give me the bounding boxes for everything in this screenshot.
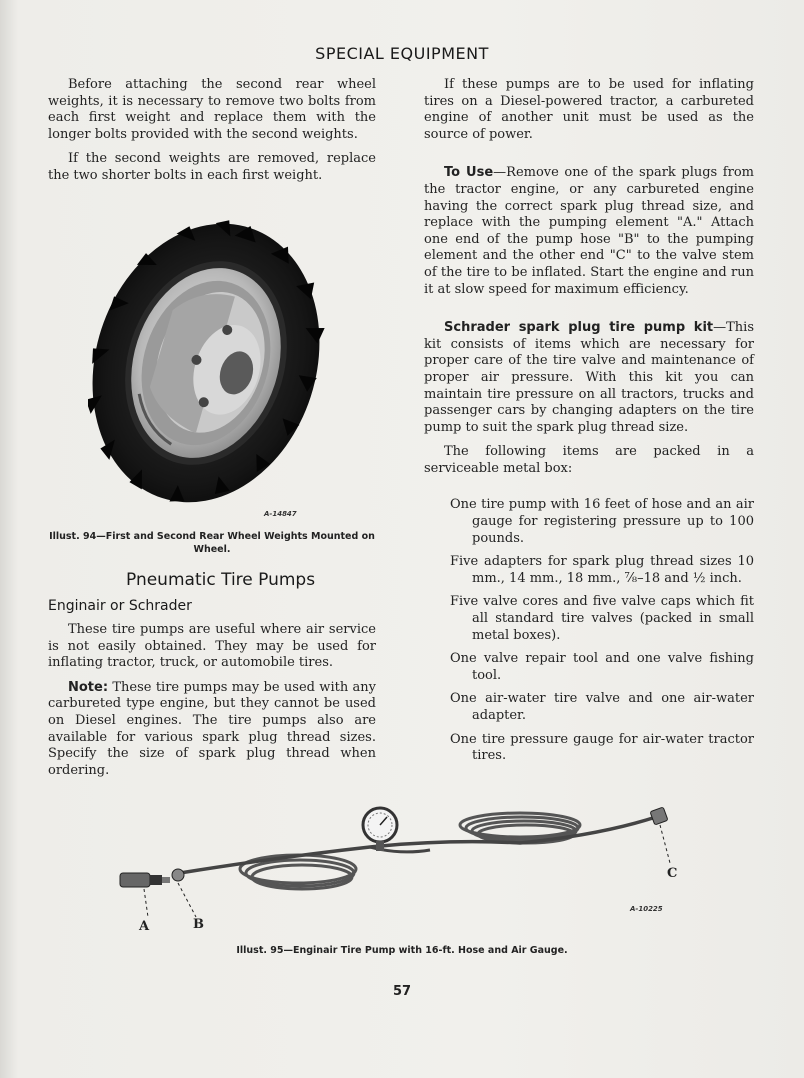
label-c: C: [667, 866, 678, 881]
paragraph: These tire pumps are useful where air service is not easily obtained. They may be used for inflating tractor, truck, or automobile tires.: [48, 622, 376, 671]
figure-id: A-14847: [264, 510, 297, 518]
to-use-paragraph: [424, 165, 754, 298]
kit-paragraph: [424, 320, 754, 436]
kit-text: —This kit consists of items which are necessary for proper care of the tire valve and maintenance of proper air pressure. With this kit you can maintain tire pressure on all tractors, trucks and passenger cars by changing adapters on the tire pump to suit the spark plug thread size.: [424, 320, 754, 435]
to-use-label: To Use: [444, 165, 494, 181]
paragraph: The following items are packed in a serviceable metal box:: [424, 444, 754, 476]
page-number: 57: [392, 984, 412, 999]
list-item: One valve repair tool and one valve fishing tool.: [450, 651, 754, 683]
paragraph: Before attaching the second rear wheel weights, it is necessary to remove two bolts from each first weight and replace them with the longer bolts provided with the second weights.: [48, 77, 376, 142]
figure-caption: Illust. 94—First and Second Rear Wheel Weights Mounted on Wheel.: [49, 531, 375, 555]
section-title: Pneumatic Tire Pumps: [126, 570, 316, 590]
list-item: Five adapters for spark plug thread sizes 10 mm., 14 mm., 18 mm., ⅞–18 and ½ inch.: [450, 554, 754, 586]
list-item: One tire pump with 16 feet of hose and an air gauge for registering pressure up to 100 pounds.: [450, 497, 754, 546]
figure-id: A-10225: [630, 905, 663, 913]
tire-pump-illustration: [100, 795, 700, 935]
note-paragraph: [48, 680, 376, 780]
tire-pump-image: [100, 795, 700, 935]
paragraph: If the second weights are removed, replace the two shorter bolts in each first weight.: [48, 151, 376, 183]
left-column-intro: [48, 77, 376, 193]
list-item: Five valve cores and five valve caps which fit all standard tire valves (packed in small metal boxes).: [450, 594, 754, 643]
label-a: A: [139, 919, 150, 934]
section-subtitle: Enginair or Schrader: [48, 598, 192, 614]
note-text: These tire pumps may be used with any carbureted type engine, but they cannot be used on Diesel engines. The tire pumps also are available for various spark plug thread sizes. Specify the size of spark plug thread when ordering.: [48, 679, 376, 778]
kit-label: Schrader spark plug tire pump kit: [444, 320, 714, 336]
label-b: B: [193, 917, 204, 932]
list-item: One air-water tire valve and one air-water adapter.: [450, 691, 754, 723]
tractor-wheel-image: [88, 213, 328, 523]
paragraph: If these pumps are to be used for inflating tires on a Diesel-powered tractor, a carbureted engine of another unit must be used as the source of power.: [424, 77, 754, 142]
note-label: Note:: [68, 679, 109, 695]
wheel-weights-illustration: [88, 213, 328, 523]
page-header: SPECIAL EQUIPMENT: [315, 44, 489, 63]
kit-item-list: [424, 497, 754, 764]
figure-caption: Illust. 95—Enginair Tire Pump with 16-ft. Hose and Air Gauge.: [236, 945, 568, 956]
to-use-text: —Remove one of the spark plugs from the tractor engine, or any carbureted engine having the correct spark plug thread size, and replace with the pumping element "A." Attach one end of the pump hose "B" to the pumping element and the other end "C" to the valve stem of the tire to be inflated. Start the engine and run it at slow speed for maximum efficiency.: [424, 165, 754, 297]
left-column-section: [48, 622, 376, 787]
right-column: [424, 77, 754, 772]
list-item: One tire pressure gauge for air-water tractor tires.: [450, 731, 754, 764]
